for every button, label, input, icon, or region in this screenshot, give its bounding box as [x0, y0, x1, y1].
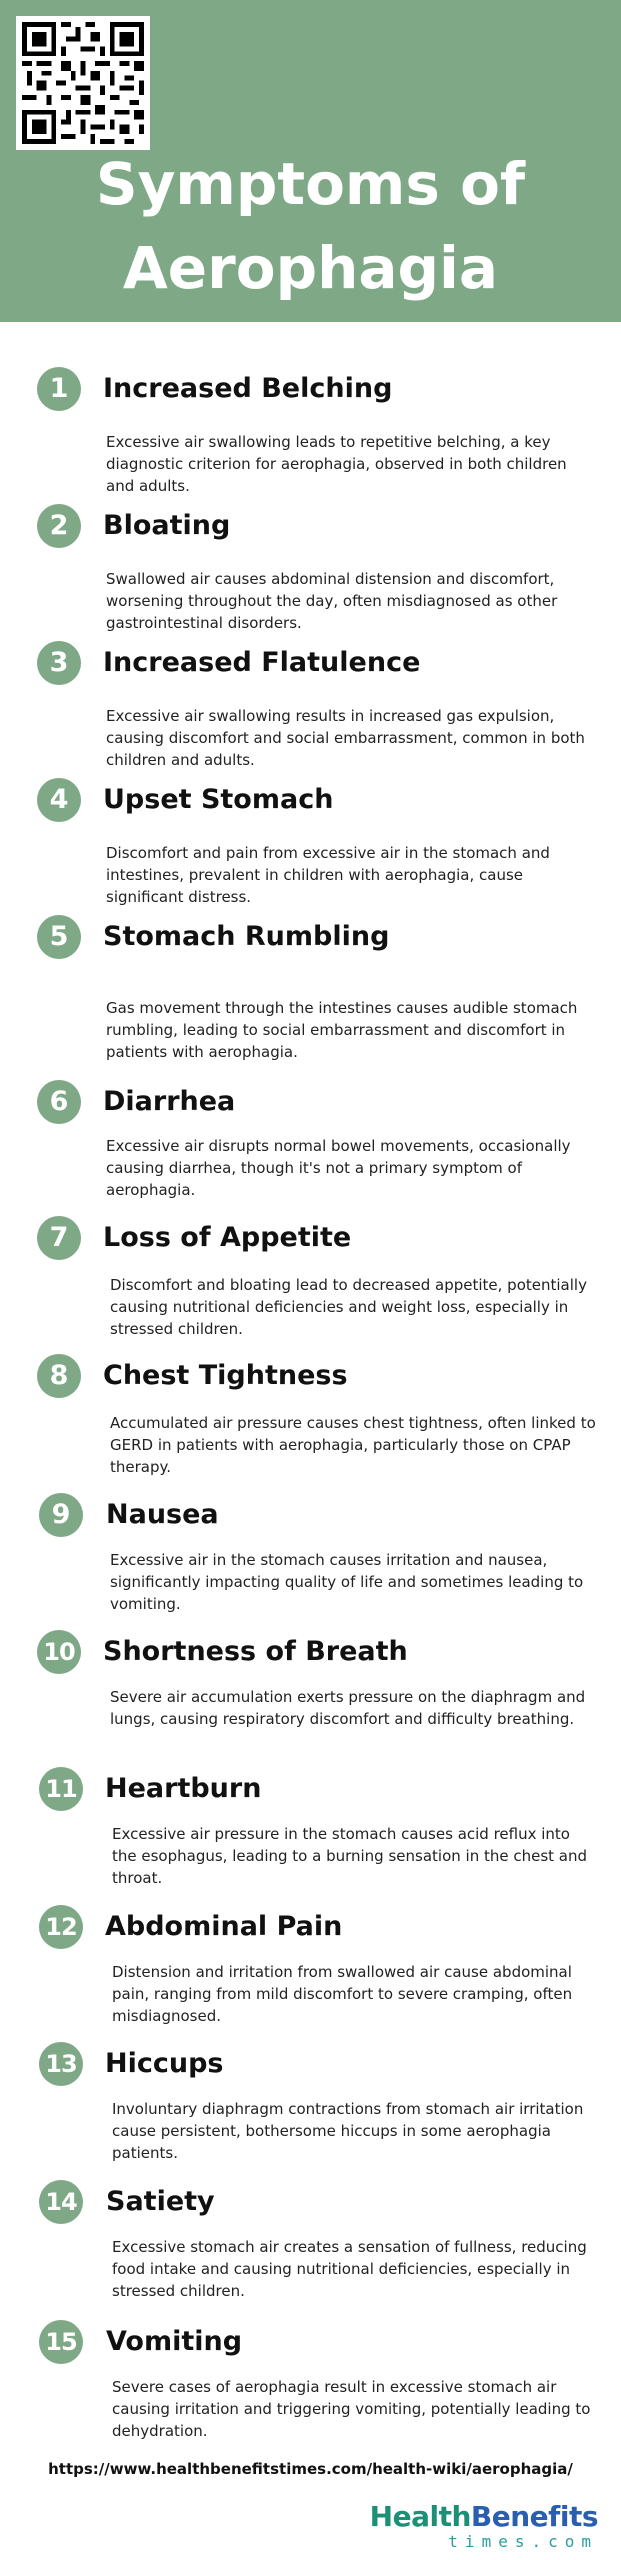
symptom-description: Excessive air disrupts normal bowel movements, occasionally causing diarrhea, though it's not a primary symptom of aerophagia.: [106, 1137, 571, 1199]
number-badge: 11: [39, 1767, 83, 1811]
brand-logo: [369, 2500, 612, 2556]
symptom-title: Heartburn: [105, 1773, 262, 1804]
symptom-title: Increased Flatulence: [103, 647, 421, 678]
symptom-item-8: [0, 1354, 621, 1484]
symptom-item-7: [0, 1216, 621, 1346]
symptom-title: Hiccups: [105, 2048, 224, 2079]
page-title: [0, 142, 621, 310]
title-line-1: Symptoms of: [95, 150, 526, 218]
symptom-item-1: [0, 367, 621, 497]
symptom-item-14: [0, 2180, 621, 2310]
number-badge: 6: [37, 1080, 81, 1124]
logo-health: Health: [369, 2500, 471, 2533]
symptom-item-11: [0, 1767, 621, 1897]
symptom-item-6: [0, 1080, 621, 1210]
symptom-description: Discomfort and pain from excessive air in the stomach and intestines, prevalent in children with aerophagia, cause significant distress.: [106, 844, 550, 906]
symptom-title: Abdominal Pain: [105, 1911, 343, 1942]
symptom-item-5: [0, 915, 621, 1061]
number-badge: 2: [37, 504, 81, 548]
logo-times: times.com: [448, 2532, 598, 2551]
number-badge: 12: [39, 1905, 83, 1949]
symptom-title: Nausea: [106, 1499, 219, 1530]
number-badge: 7: [37, 1216, 81, 1260]
symptom-title: Increased Belching: [103, 373, 393, 404]
number-badge: 10: [37, 1630, 81, 1674]
symptom-description: Severe air accumulation exerts pressure on the diaphragm and lungs, causing respiratory discomfort and difficulty breathing.: [110, 1688, 586, 1728]
number-badge: 1: [37, 367, 81, 411]
symptom-description: Excessive air pressure in the stomach causes acid reflux into the esophagus, leading to a burning sensation in the chest and throat.: [112, 1825, 588, 1887]
symptom-title: Chest Tightness: [103, 1360, 348, 1391]
symptom-title: Upset Stomach: [103, 784, 334, 815]
symptom-description: Excessive air swallowing leads to repetitive belching, a key diagnostic criterion for aerophagia, observed in both children and adults.: [106, 433, 567, 495]
symptom-description: Excessive stomach air creates a sensation of fullness, reducing food intake and causing nutritional deficiencies, especially in stressed children.: [112, 2238, 587, 2300]
number-badge: 13: [39, 2042, 83, 2086]
number-badge: 4: [37, 778, 81, 822]
symptom-title: Vomiting: [106, 2326, 243, 2357]
header-banner: [0, 0, 621, 322]
source-url[interactable]: https://www.healthbenefitstimes.com/health-wiki/aerophagia/: [48, 2460, 573, 2478]
qr-code-icon: [16, 16, 150, 150]
symptom-item-10: [0, 1630, 621, 1760]
number-badge: 9: [39, 1493, 83, 1537]
symptom-description: Excessive air swallowing results in increased gas expulsion, causing discomfort and social embarrassment, common in both children and adults.: [106, 707, 585, 769]
title-line-2: Aerophagia: [122, 234, 499, 302]
symptom-title: Bloating: [103, 510, 231, 541]
symptom-item-3: [0, 641, 621, 771]
symptom-description: Accumulated air pressure causes chest tightness, often linked to GERD in patients with aerophagia, particularly those on CPAP therapy.: [110, 1414, 596, 1476]
symptom-description: Severe cases of aerophagia result in excessive stomach air causing irritation and triggering vomiting, potentially leading to dehydration.: [112, 2378, 591, 2440]
number-badge: 3: [37, 641, 81, 685]
symptom-item-13: [0, 2042, 621, 2172]
symptom-title: Shortness of Breath: [103, 1636, 408, 1667]
symptom-title: Diarrhea: [103, 1086, 236, 1117]
number-badge: 8: [37, 1354, 81, 1398]
symptom-item-12: [0, 1905, 621, 2035]
symptom-title: Loss of Appetite: [103, 1222, 352, 1253]
symptom-description: Distension and irritation from swallowed air cause abdominal pain, ranging from mild discomfort to severe cramping, often misdiagnosed.: [112, 1963, 573, 2025]
number-badge: 5: [37, 915, 81, 959]
number-badge: 15: [39, 2320, 83, 2364]
number-badge: 14: [39, 2180, 83, 2224]
symptom-description: Involuntary diaphragm contractions from stomach air irritation cause persistent, bothersome hiccups in some aerophagia patients.: [112, 2100, 584, 2162]
symptom-item-9: [0, 1493, 621, 1623]
symptom-title: Satiety: [106, 2186, 215, 2217]
logo-wordmark: [370, 2500, 598, 2534]
symptom-title: Stomach Rumbling: [103, 921, 390, 952]
symptom-description: Swallowed air causes abdominal distension and discomfort, worsening throughout the day, often misdiagnosed as other gastrointestinal disorders.: [106, 570, 558, 632]
symptom-item-2: [0, 504, 621, 634]
symptom-description: Excessive air in the stomach causes irritation and nausea, significantly impacting quality of life and sometimes leading to vomiting.: [110, 1551, 584, 1613]
symptom-description: Gas movement through the intestines causes audible stomach rumbling, leading to social embarrassment and discomfort in patients with aerophagia.: [106, 999, 578, 1061]
logo-benefits: Benefits: [470, 2500, 598, 2533]
symptom-item-15: [0, 2320, 621, 2450]
symptom-description: Discomfort and bloating lead to decreased appetite, potentially causing nutritional deficiencies and weight loss, especially in stressed children.: [110, 1276, 587, 1338]
symptom-item-4: [0, 778, 621, 908]
